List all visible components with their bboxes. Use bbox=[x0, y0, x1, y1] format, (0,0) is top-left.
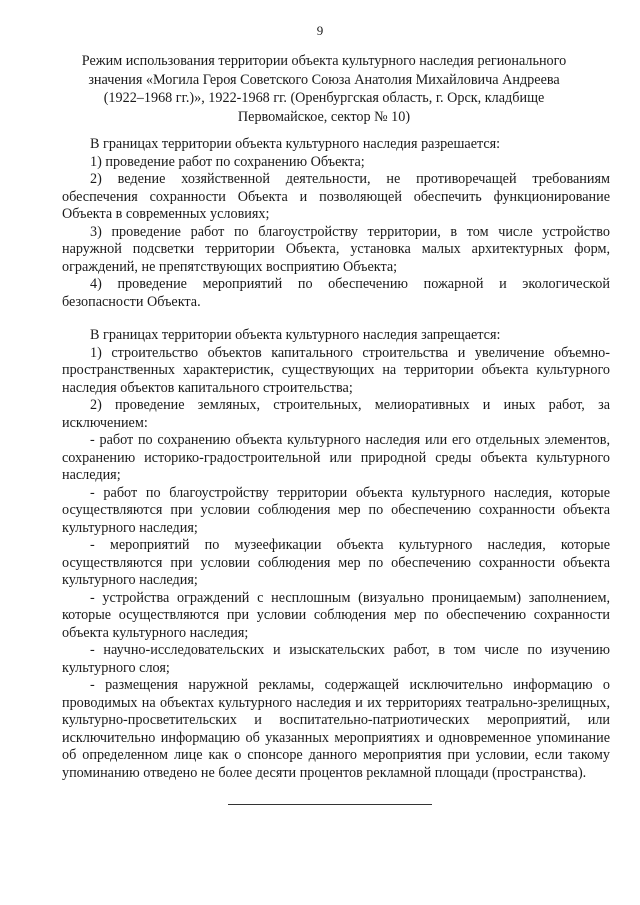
prohibited-section bbox=[62, 327, 610, 782]
prohibited-heading: В границах территории объекта культурного наследия запрещается: bbox=[90, 327, 501, 343]
closing-divider bbox=[228, 804, 432, 805]
prohibited-item: 2) проведение земляных, строительных, мелиоративных и иных работ, за исключением: bbox=[62, 397, 610, 431]
permitted-item: 1) проведение работ по сохранению Объекта; bbox=[90, 153, 365, 170]
prohibited-item: 1) строительство объектов капитального строительства и увеличение объемно-пространственных характеристик, существующих на территории объекта культурного наследия объектов капитального строительства; bbox=[62, 344, 610, 396]
exception-item: - работ по сохранению объекта культурного наследия или его отдельных элементов, сохранению историко-градостроительной или природной среды объекта культурного наследия; bbox=[62, 432, 610, 483]
exception-item: - научно-исследовательских и изыскательских работ, в том числе по изучению культурного слоя; bbox=[62, 642, 610, 676]
title-line: значения «Могила Героя Советского Союза Анатолия Михайловича Андреева bbox=[88, 71, 560, 88]
permitted-item: 3) проведение работ по благоустройству территории, в том числе устройство наружной подсветки территории Объекта, установка малых архитектурных форм, ограждений, не препятствующих восприятию Объекта; bbox=[62, 223, 610, 275]
permitted-section bbox=[62, 136, 610, 311]
title-line: Первомайское, сектор № 10) bbox=[237, 108, 411, 125]
exception-item: - работ по благоустройству территории объекта культурного наследия, которые осуществляются при условии соблюдения мер по обеспечению сохранности объекта культурного наследия; bbox=[62, 484, 610, 536]
exception-item: - мероприятий по музеефикации объекта культурного наследия, которые осуществляются при условии соблюдения мер по обеспечению сохранности объекта культурного наследия; bbox=[62, 537, 610, 588]
document-title bbox=[70, 52, 578, 126]
title-line: Режим использования территории объекта культурного наследия регионального bbox=[81, 53, 567, 69]
permitted-heading: В границах территории объекта культурного наследия разрешается: bbox=[90, 136, 501, 152]
exception-item: - устройства ограждений с несплошным (визуально проницаемым) заполнением, которые осуществляются при условии соблюдения мер по обеспечению сохранности объекта культурного наследия; bbox=[62, 589, 610, 641]
page-number: 9 bbox=[316, 23, 324, 38]
exception-item: - размещения наружной рекламы, содержащей исключительно информацию о проводимых на объектах культурного наследия и их территориях театрально-зрелищных, культурно-просветительских и воспитательно-патриотических мероприятий, или исключительно информацию об указанных мероприятиях и одновременное упоминание об определенном лице как о спонсоре данного мероприятия при условии, если такому упоминанию отведено не более десяти процентов рекламной площади (пространства). bbox=[62, 677, 610, 781]
permitted-item: 2) ведение хозяйственной деятельности, не противоречащей требованиям обеспечения сохранности Объекта и позволяющей обеспечить функционирование Объекта в современных условиях; bbox=[62, 171, 610, 222]
permitted-item: 4) проведение мероприятий по обеспечению пожарной и экологической безопасности Объекта. bbox=[62, 276, 610, 310]
title-line: (1922–1968 гг.)», 1922-1968 гг. (Оренбургская область, г. Орск, кладбище bbox=[103, 90, 545, 106]
